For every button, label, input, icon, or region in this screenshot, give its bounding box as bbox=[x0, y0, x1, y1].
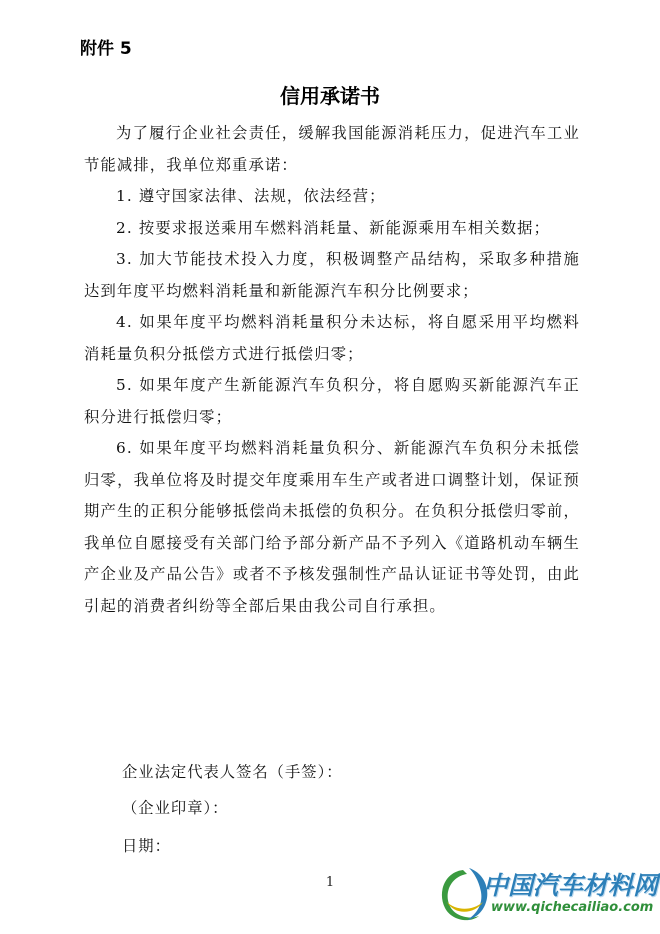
watermark-site-url: www.qichecailiao.com bbox=[491, 900, 654, 915]
commitment-item-3: 3. 加大节能技术投入力度，积极调整产品结构，采取多种措施达到年度平均燃料消耗量和新能源汽车积分比例要求； bbox=[84, 250, 580, 300]
commitment-item-1: 1. 遵守国家法律、法规，依法经营； bbox=[116, 187, 386, 205]
commitment-item-4: 4. 如果年度平均燃料消耗量积分未达标，将自愿采用平均燃料消耗量负积分抵偿方式进行抵偿归零； bbox=[84, 313, 580, 363]
representative-signature-line: 企业法定代表人签名（手签）： bbox=[122, 763, 343, 781]
intro-paragraph: 为了履行企业社会责任，缓解我国能源消耗压力，促进汽车工业节能减排，我单位郑重承诺： bbox=[84, 124, 580, 174]
document-title: 信用承诺书 bbox=[280, 84, 380, 108]
watermark-site-name: 中国汽车材料网 bbox=[483, 871, 659, 900]
site-watermark bbox=[433, 862, 657, 930]
commitment-item-2: 2. 按要求报送乘用车燃料消耗量、新能源乘用车相关数据； bbox=[116, 218, 551, 237]
commitment-item-6: 6. 如果年度平均燃料消耗量负积分、新能源汽车负积分未抵偿归零，我单位将及时提交年度乘用车生产或者进口调整计划，保证预期产生的正积分能够抵偿尚未抵偿的负积分。在负积分抵偿归零前，我单位自愿接受有关部门给予部分新产品不予列入《道路机动车辆生产企业及产品公告》或者不予核发强制性产品认证证书等处罚，由此引起的消费者纠纷等全部后果由我公司自行承担。 bbox=[84, 439, 580, 615]
document-body bbox=[84, 118, 580, 622]
company-seal-line: （企业印章）： bbox=[122, 799, 229, 817]
page-number: 1 bbox=[325, 875, 335, 890]
commitment-item-5: 5. 如果年度产生新能源汽车负积分，将自愿购买新能源汽车正积分进行抵偿归零； bbox=[84, 376, 580, 426]
attachment-label: 附件 5 bbox=[80, 39, 132, 59]
date-line: 日期： bbox=[122, 837, 171, 855]
